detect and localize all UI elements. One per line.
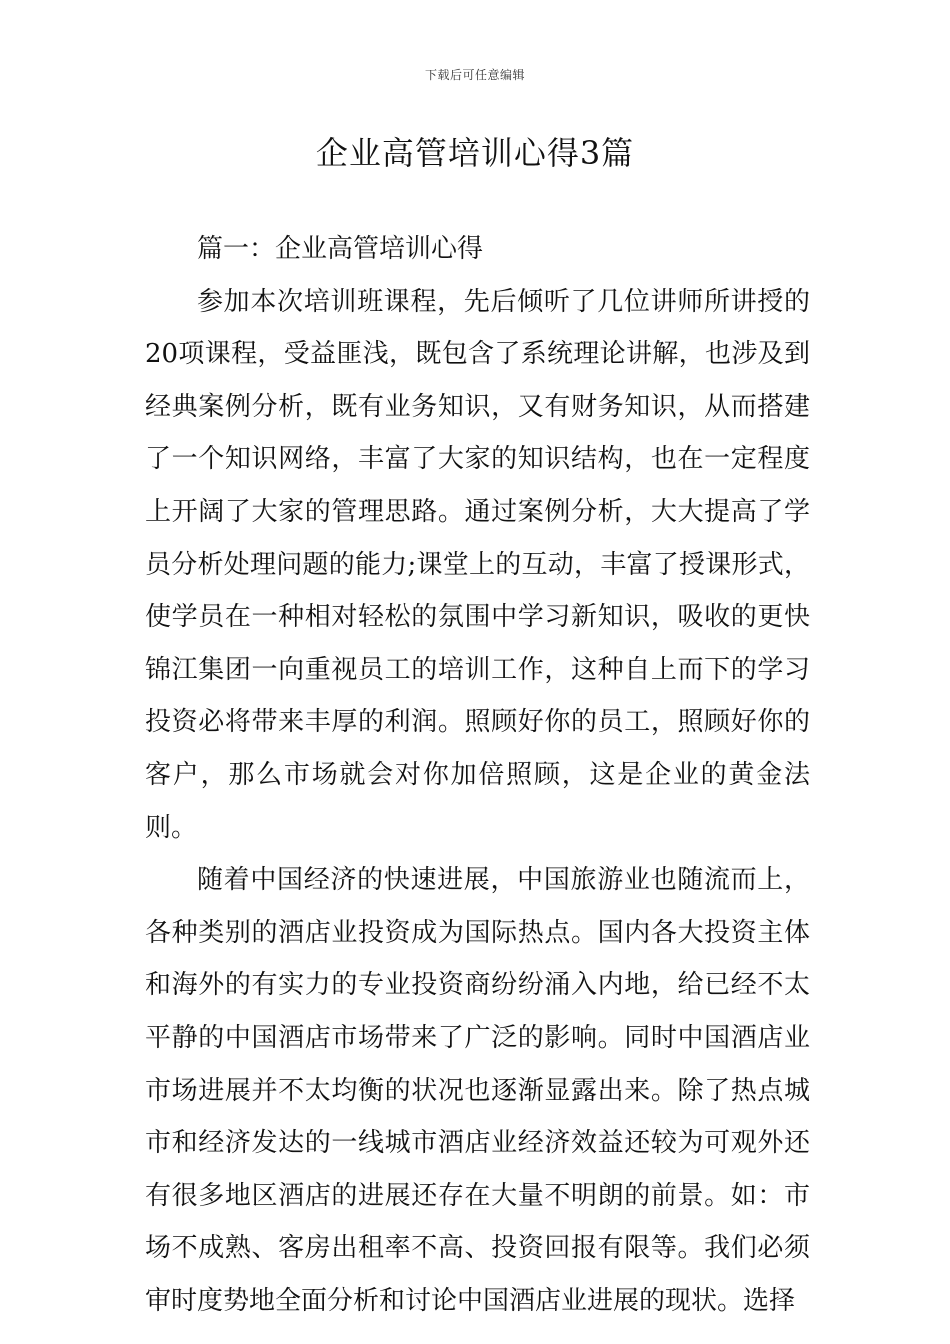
section-heading: 篇一：企业高管培训心得 [197,234,484,264]
body-paragraph: 参加本次培训班课程，先后倾听了几位讲师所讲授的20项课程，受益匪浅，既包含了系统理论讲解，也涉及到经典案例分析，既有业务知识，又有财务知识，从而搭建了一个知识网络，丰富了大家的知识结构，也在一定程度上开阔了大家的管理思路。通过案例分析，大大提高了学员分析处理问题的能力;课堂上的互动，丰富了授课形式，使学员在一种相对轻松的氛围中学习新知识，吸收的更快锦江集团一向重视员工的培训工作，这种自上而下的学习投资必将带来丰厚的利润。照顾好你的员工，照顾好你的客户，那么市场就会对你加倍照顾，这是企业的黄金法则。 [145,286,810,843]
document-body [145,223,810,1327]
document-title: 企业高管培训心得3篇 [315,134,635,172]
header-note: 下载后可任意编辑 [424,68,525,82]
body-paragraph: 随着中国经济的快速进展，中国旅游业也随流而上，各种类别的酒店业投资成为国际热点。国内各大投资主体和海外的有实力的专业投资商纷纷涌入内地，给已经不太平静的中国酒店市场带来了广泛的影响。同时中国酒店业市场进展并不太均衡的状况也逐渐显露出来。除了热点城市和经济发达的一线城市酒店业经济效益还较为可观外还有很多地区酒店的进展还存在大量不明朗的前景。如：市场不成熟、客房出租率不高、投资回报有限等。我们必须审时度势地全面分析和讨论中国酒店业进展的现状。选择 [145,865,810,1316]
